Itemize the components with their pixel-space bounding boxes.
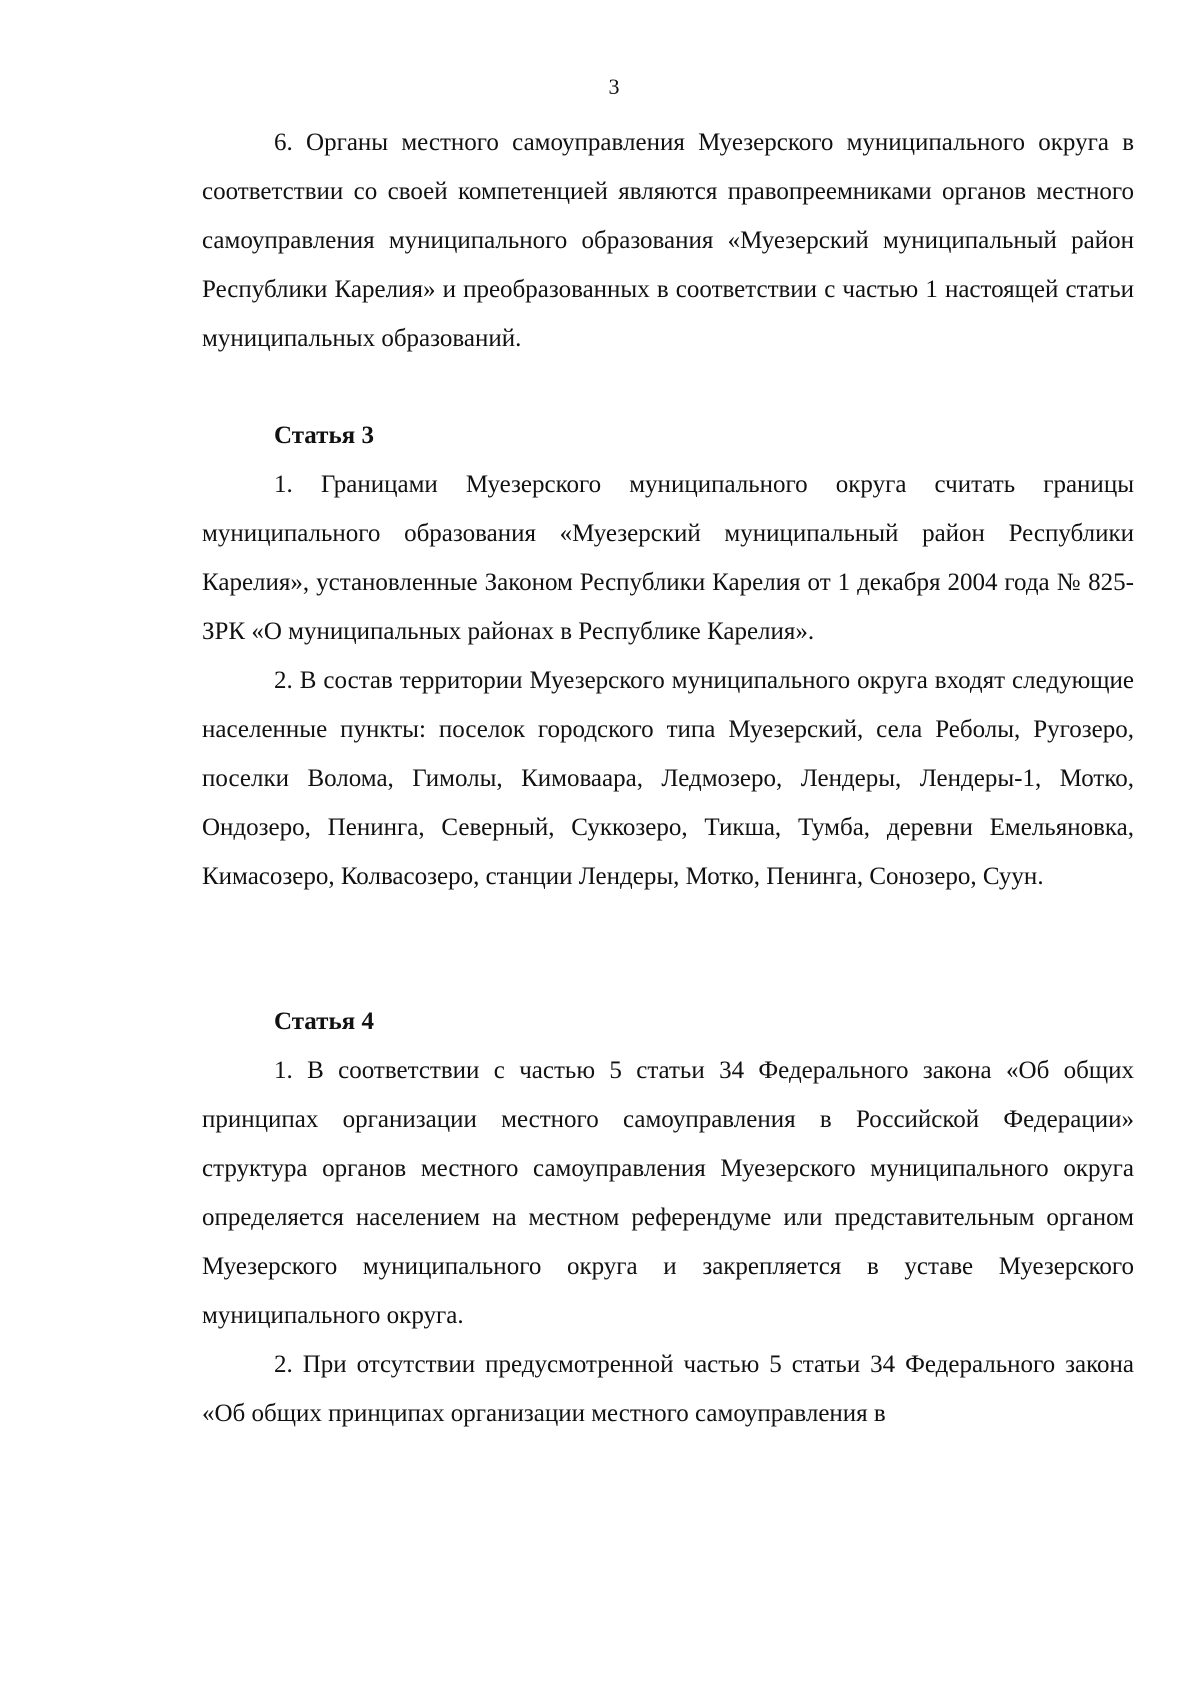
paragraph-6-successors: 6. Органы местного самоуправления Муезерского муниципального округа в соответствии со своей компетенцией являются правопреемниками органов местного самоуправления муниципального образования «Муезерский муниципальный район Республики Карелия» и преобразованных в соответствии с частью 1 настоящей статьи муниципальных образований. [202,129,1134,352]
article-4-paragraph-1: 1. В соответствии с частью 5 статьи 34 Федерального закона «Об общих принципах организации местного самоуправления в Российской Федерации» структура органов местного самоуправления Муезерского муниципального округа определяется населением на местном референдуме или представительным органом Муезерского муниципального округа и закрепляется в уставе Муезерского муниципального округа. [202,1057,1134,1329]
article-3-heading: Статья 3 [274,422,374,449]
article-4-paragraph-2: 2. При отсутствии предусмотренной частью 5 статьи 34 Федерального закона «Об общих принципах организации местного самоуправления в [202,1351,1134,1427]
article-3-paragraph-1: 1. Границами Муезерского муниципального округа считать границы муниципального образования «Муезерский муниципальный район Республики Карелия», установленные Законом Республики Карелия от 1 декабря 2004 года № 825-ЗРК «О муниципальных районах в Республике Карелия». [202,471,1134,645]
spacer [202,363,1134,411]
spacer [202,901,1134,997]
page-number: 3 [608,74,620,99]
document-body [202,118,1134,1438]
article-4-heading: Статья 4 [274,1008,374,1035]
article-3-paragraph-2: 2. В состав территории Муезерского муниципального округа входят следующие населенные пункты: поселок городского типа Муезерский, села Реболы, Ругозеро, поселки Волома, Гимолы, Кимоваара, Ледмозеро, Лендеры, Лендеры-1, Мотко, Ондозеро, Пенинга, Северный, Суккозеро, Тикша, Тумба, деревни Емельяновка, Кимасозеро, Колвасозеро, станции Лендеры, Мотко, Пенинга, Сонозеро, Суун. [202,667,1134,890]
